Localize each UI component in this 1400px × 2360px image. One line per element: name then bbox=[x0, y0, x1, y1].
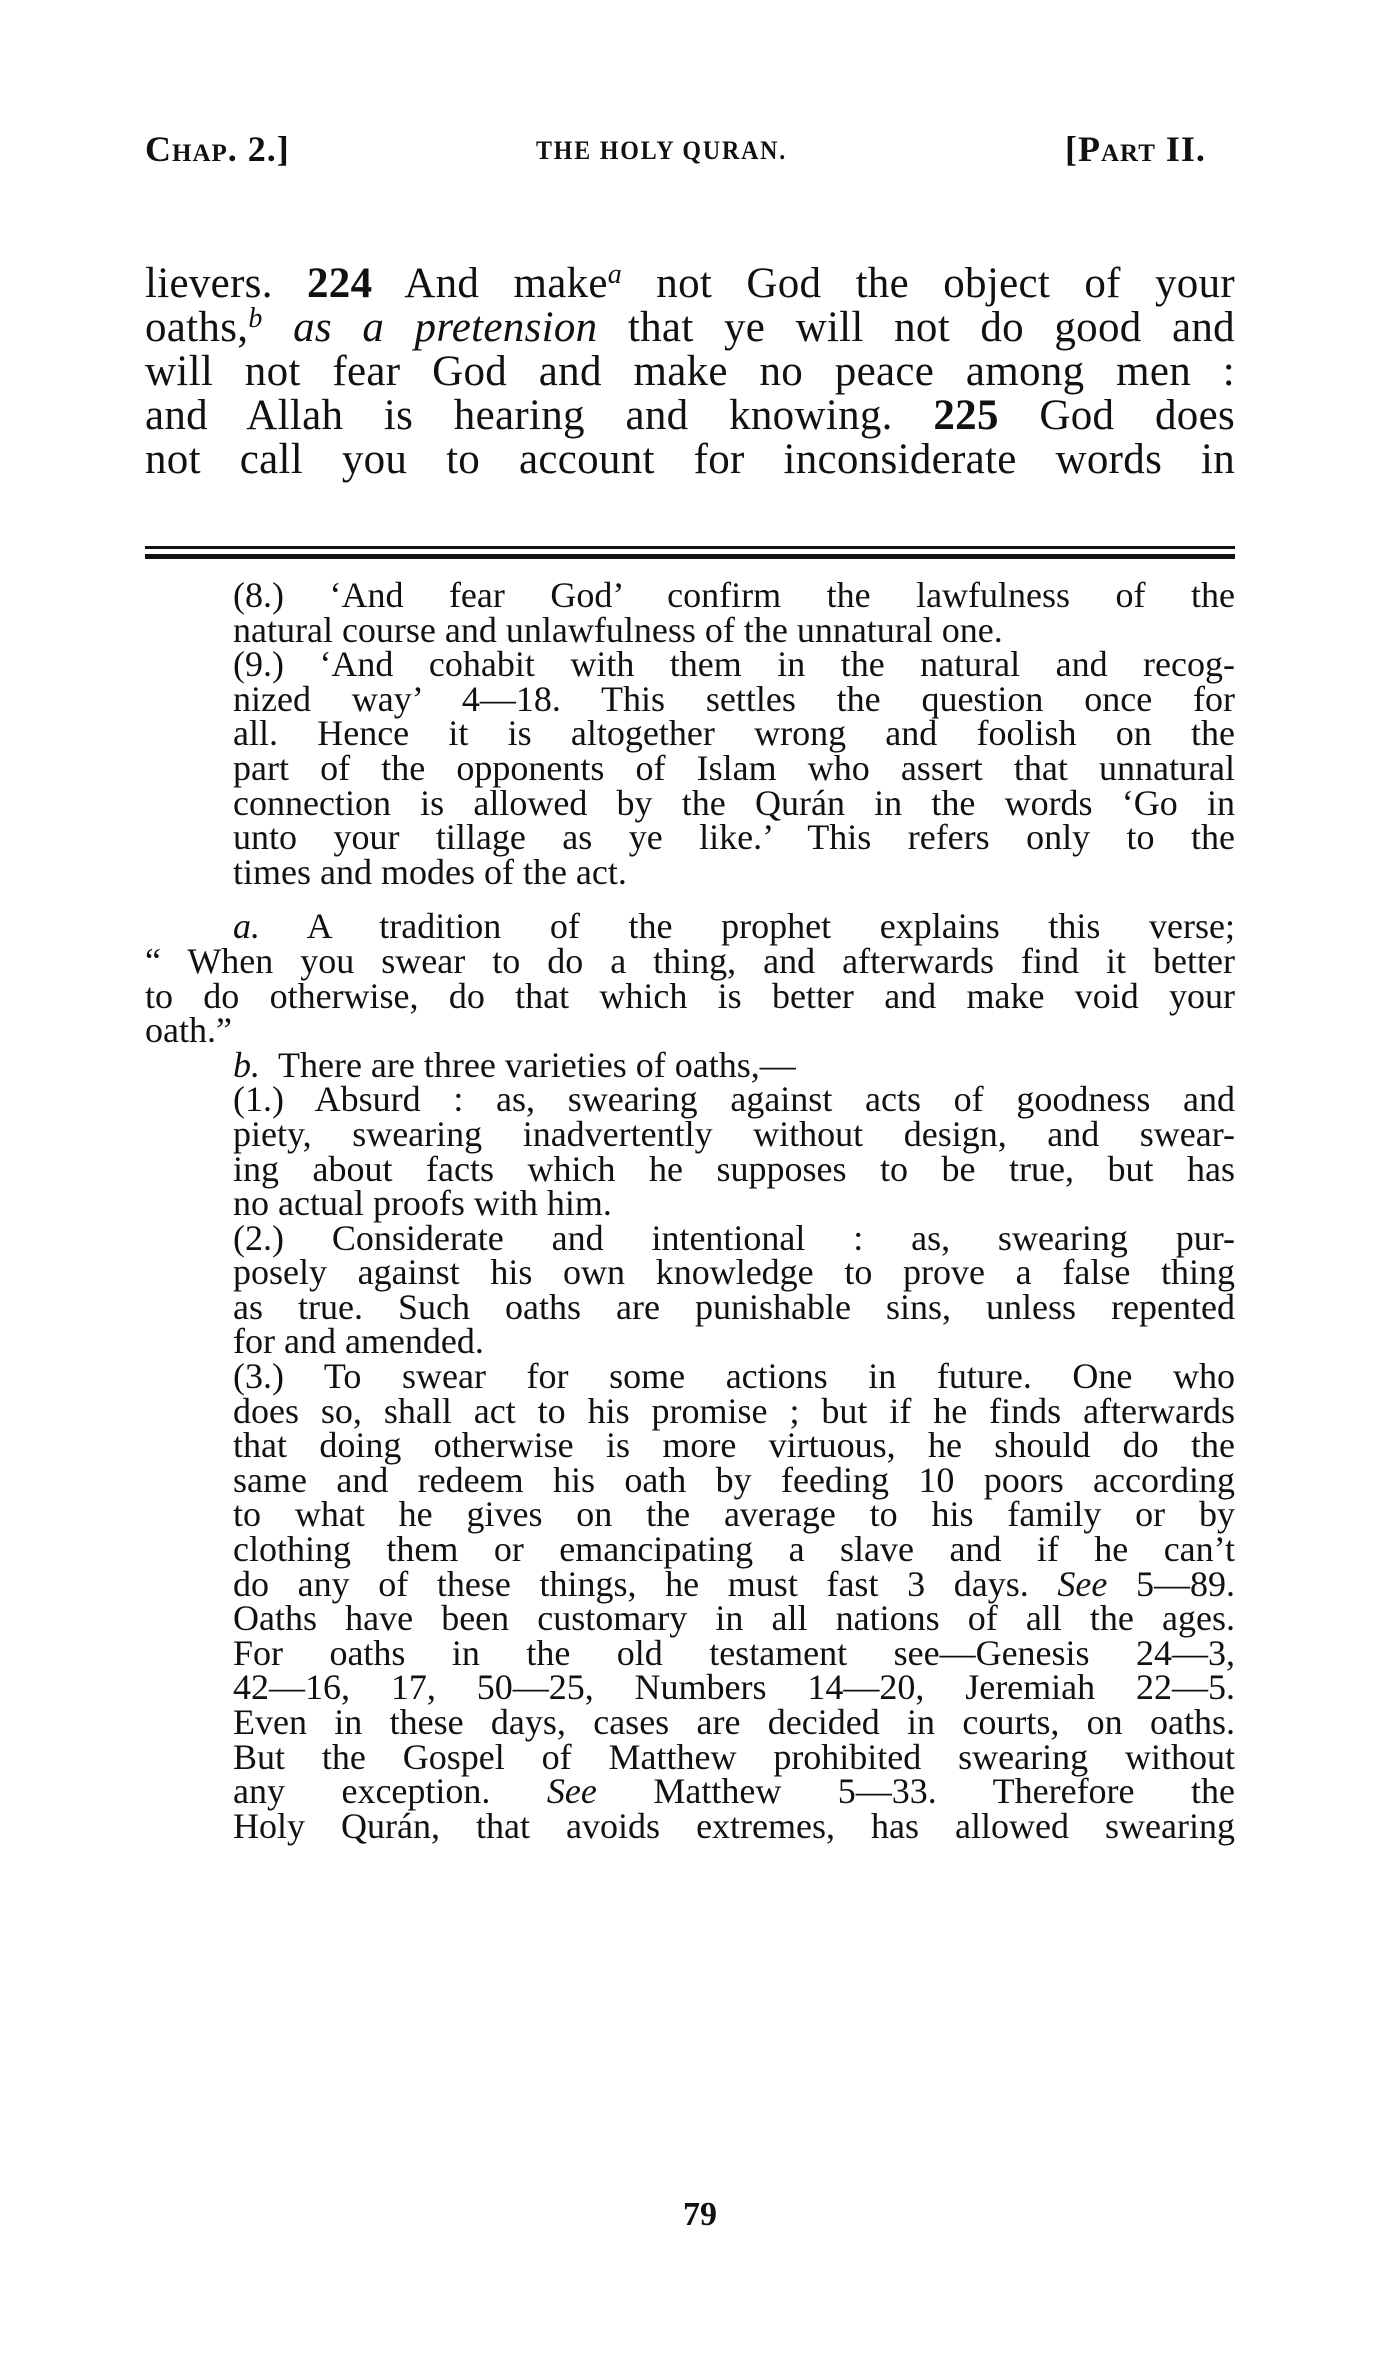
verse-text bbox=[145, 259, 1235, 483]
footnote-b: b. There are three varieties of oaths,— (1.) Absurd : as, swearing against acts of goodness and piety, swearing inadvertently without design, and swear- ing about facts which he supposes to be true, but has no actual proofs with him. (2.) Considerate and intentional : as, swearing pur- posely against his own knowledge to prove a false thing as true. Such oaths are punishable sins, unless repented for and amended. (3.) To swear for some actions in future. One who does so, shall act to his promise ; but if he finds afterwards that doing otherwise is more virtuous, he should do the same and redeem his oath by feeding 10 poors according to what he gives on the average to his family or by clothing them or emancipating a slave and if he can’t do any of these things, he must fast 3 days. See 5—89. Oaths have been customary in all nations of all the ages. For oaths in the old testament see—Genesis 24—3, 42—16, 17, 50—25, Numbers 14—20, Jeremiah 22—5. Even in these days, cases are decided in courts, on oaths. But the Gospel of Matthew prohibited swearing without any exception. See Matthew 5—33. Therefore the Holy Qurán, that avoids extremes, has allowed swearing bbox=[145, 1048, 1235, 1844]
chapter-label: Chap. 2.] bbox=[145, 129, 290, 169]
page-number: 79 bbox=[683, 2196, 717, 2233]
verse-line: oaths,$^b$ as a pretension that ye will not do good and bbox=[145, 303, 1235, 351]
footnote-marker[interactable]: a bbox=[607, 259, 623, 290]
footnote-label: b. bbox=[233, 1044, 260, 1085]
footnote-9: (9.) ‘And cohabit with them in the natural and recog- nized way’ 4—18. This settles the question once for all. Hence it is altogether wrong and foolish on the part of the opponents of Islam who assert that unnatural connection is allowed by the Qurán in the words ‘Go in unto your tillage as ye like.’ This refers only to the times and modes of the act. bbox=[233, 644, 1235, 892]
footnote-divider bbox=[145, 554, 1235, 559]
oath-variety-3: (3.) To swear for some actions in future. One who does so, shall act to his promise ; but if he finds afterwards that doing otherwise is more virtuous, he should do the same and redeem his oath by feeding 10 poors according to what he gives on the average to his family or by clothing them or emancipating a slave and if he can’t do any of these things, he must fast 3 days. See 5—89. Oaths have been customary in all nations of all the ages. For oaths in the old testament see—Genesis 24—3, 42—16, 17, 50—25, Numbers 14—20, Jeremiah 22—5. Even in these days, cases are decided in courts, on oaths. But the Gospel of Matthew prohibited swearing without any exception. See Matthew 5—33. Therefore the Holy Qurán, that avoids extremes, has allowed swearing bbox=[233, 1356, 1236, 1846]
footnotes bbox=[145, 575, 1236, 1846]
footnote-marker[interactable]: b bbox=[248, 303, 263, 334]
verse-line: and Allah is hearing and knowing. 225 God does bbox=[145, 392, 1235, 439]
verse-line: not call you to account for inconsiderate words in bbox=[145, 436, 1235, 483]
running-header bbox=[0, 122, 1400, 182]
verse-line: lievers. 224 And make$^a$ not God the object of your bbox=[145, 259, 1235, 307]
italic-phrase: as a pretension bbox=[293, 304, 598, 351]
oath-variety-2: (2.) Considerate and intentional : as, swearing pur- posely against his own knowledge to prove a false thing as true. Such oaths are punishable sins, unless repented for and amended. bbox=[233, 1217, 1235, 1362]
part-label: [Part II. bbox=[1065, 129, 1206, 169]
footnote-label: a. bbox=[233, 906, 260, 947]
oath-variety-1: (1.) Absurd : as, swearing against acts of goodness and piety, swearing inadvertently without design, and swear- ing about facts which he supposes to be true, but has no actual proofs with him. bbox=[233, 1079, 1235, 1224]
verse-number: 224 bbox=[307, 260, 373, 307]
book-title: THE HOLY QURAN. bbox=[536, 136, 788, 165]
verse-line: will not fear God and make no peace among men : bbox=[145, 348, 1235, 395]
footnote-divider bbox=[145, 546, 1235, 549]
see-reference: See bbox=[1057, 1563, 1108, 1604]
footnote-8: (8.) ‘And fear God’ confirm the lawfulness of the natural course and unlawfulness of the unnatural one. bbox=[233, 575, 1235, 650]
verse-number: 225 bbox=[933, 392, 999, 439]
see-reference: See bbox=[546, 1771, 597, 1812]
footnote-a: a. A tradition of the prophet explains this verse; “ When you swear to do a thing, and afterwards find it better to do otherwise, do that which is better and make void your oath.” bbox=[145, 906, 1235, 1051]
